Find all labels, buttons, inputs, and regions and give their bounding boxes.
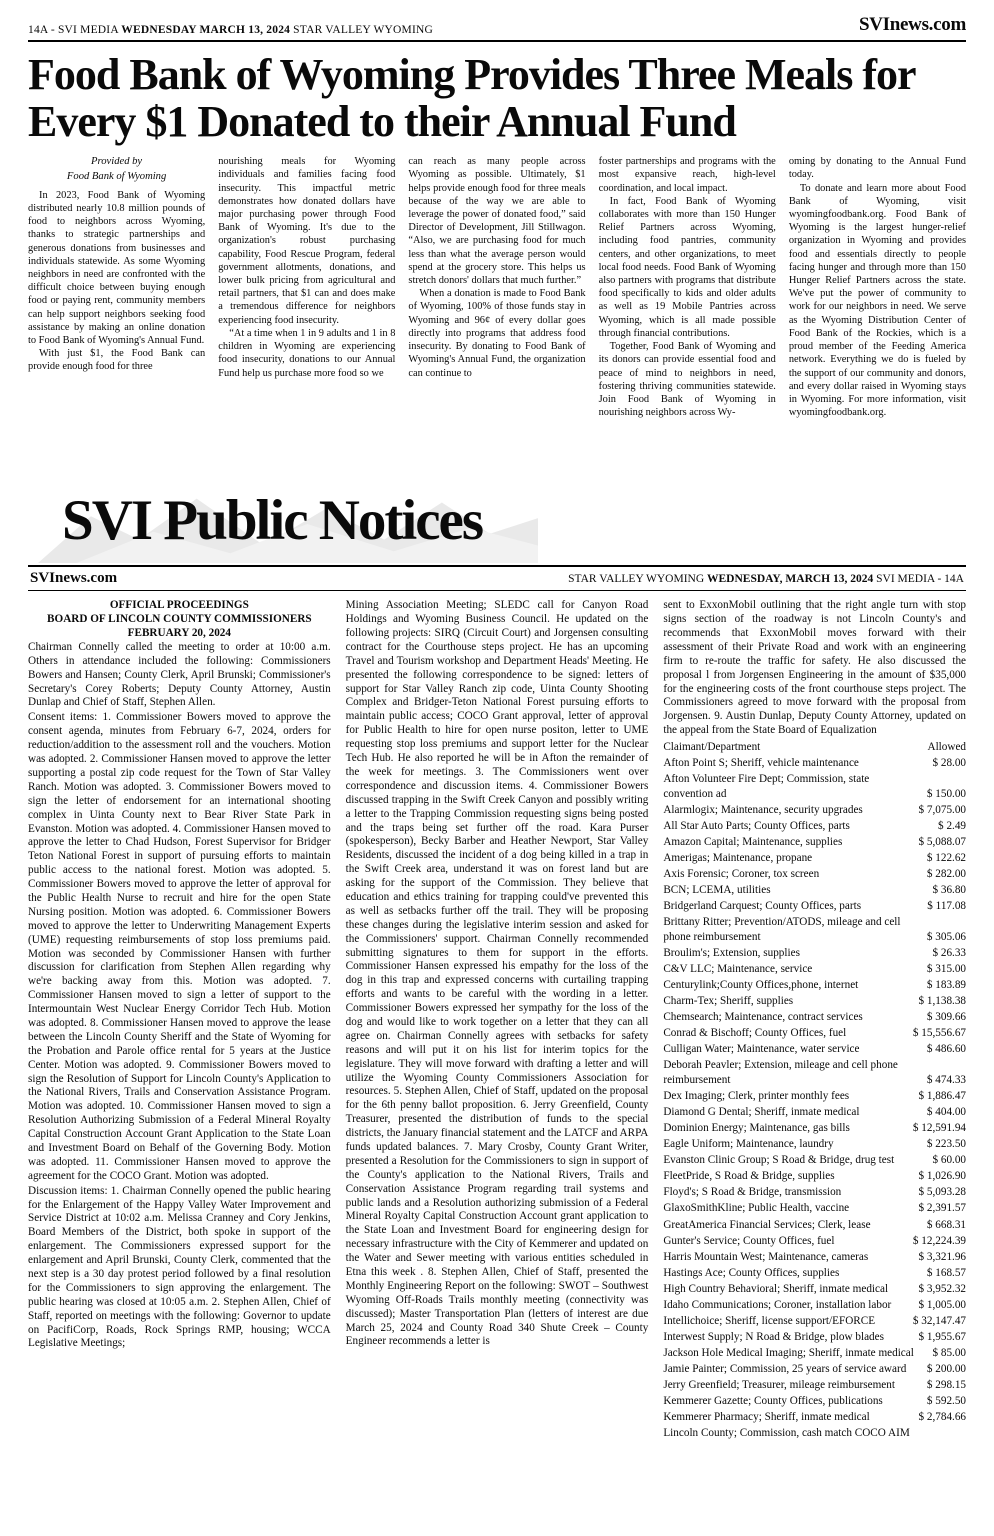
claim-row bbox=[663, 867, 966, 882]
notice-paragraph: sent to ExxonMobil outlining that the right angle turn with stop signs section of the roadway is not Lincoln County's and recommends that ExxonMobil moves forward with their assessment of their Private Road and work with an engineering firm to re-route the traffic for safety. He also discussed the proposal l from Jorgensen Engineering in the amount of $35,000 for the engineering costs of the front courthouse steps project. The Commissioners agreed to move forward with the proposal from Jorgensen. 9. Austin Dunlap, Deputy County Attorney, updated on the appeal from the State Board of Equalization bbox=[663, 599, 967, 737]
notices-heading-date: FEBRUARY 20, 2024 bbox=[127, 627, 231, 640]
claim-claimant: Afton Point S; Sheriff, vehicle maintenance bbox=[663, 757, 859, 770]
claim-amount: $ 1,005.00 bbox=[918, 1298, 967, 1311]
claim-amount: $ 1,886.47 bbox=[918, 1090, 967, 1103]
claim-claimant: Dex Imaging; Clerk, printer monthly fees bbox=[663, 1090, 850, 1103]
edition-suffix: STAR VALLEY WYOMING bbox=[290, 24, 433, 36]
article-paragraph: oming by donating to the Annual Fund today. bbox=[788, 156, 967, 181]
claim-amount: $ 1,138.38 bbox=[918, 995, 967, 1008]
claim-amount: $ 1,026.90 bbox=[918, 1170, 967, 1183]
article-paragraph: “At a time when 1 in 9 adults and 1 in 8 children in Wyoming are experiencing food insecurity, donations to our Annual Fund help us purchase more food so we bbox=[218, 327, 396, 379]
claim-amount: $ 305.06 bbox=[926, 930, 967, 943]
article-paragraph: can reach as many people across Wyoming as possible. Ultimately, $1 helps provide enough food for three meals because of the way we are able to leverage the power of donated food,” said Director of Development, Jill Stillwagon. “Also, we are purchasing food for much less than what the average person would spend at the grocery store. This helps us stretch donors' dollars that much further.” bbox=[408, 156, 586, 287]
claims-table-header bbox=[663, 740, 966, 755]
claim-amount: $ 5,088.07 bbox=[918, 836, 967, 849]
claim-claimant: Deborah Peavler; Extension, mileage and cell phone reimbursement bbox=[663, 1059, 898, 1086]
article-paragraph: foster partnerships and programs with the most expansive reach, high-level coordination, and local impact. bbox=[598, 156, 776, 194]
claim-claimant: Amerigas; Maintenance, propane bbox=[663, 852, 813, 865]
notices-header-bar bbox=[28, 565, 966, 591]
claim-claimant: Floyd's; S Road & Bridge, transmission bbox=[663, 1186, 842, 1199]
claim-row bbox=[663, 1266, 966, 1281]
claim-amount: $ 150.00 bbox=[926, 787, 967, 800]
claim-row bbox=[663, 1201, 966, 1216]
claim-row bbox=[663, 1026, 966, 1041]
claim-claimant: Kemmerer Gazette; County Offices, publications bbox=[663, 1395, 883, 1408]
site-name: SVInews.com bbox=[858, 14, 966, 35]
claim-amount: $ 60.00 bbox=[932, 1154, 967, 1167]
claim-row bbox=[663, 1042, 966, 1057]
byline bbox=[28, 155, 205, 184]
claim-claimant: Kemmerer Pharmacy; Sheriff, inmate medical bbox=[663, 1411, 870, 1424]
claim-row bbox=[663, 1169, 966, 1184]
claim-amount: $ 668.31 bbox=[926, 1218, 967, 1231]
article-headline: Food Bank of Wyoming Provides Three Meals for Every $1 Donated to their Annual Fund bbox=[28, 50, 915, 146]
public-notices-masthead bbox=[28, 481, 966, 565]
claim-row bbox=[663, 835, 966, 850]
claim-claimant: Intellichoice; Sheriff, license support/EFORCE bbox=[663, 1314, 876, 1327]
article-paragraph: nourishing meals for Wyoming individuals and families facing food insecurity. This impactful metric demonstrates how donated dollars have major purchasing power through Food Bank of Wyoming. It's due to the organization's robust purchasing capability, Food Rescue Program, federal government allotments, donations, and lower bulk pricing from agricultural and retail partners, that $1 can and does make a tremendous difference for neighbors experiencing food insecurity. bbox=[218, 156, 396, 326]
notices-column-1-text bbox=[28, 641, 331, 1351]
claim-claimant: Hastings Ace; County Offices, supplies bbox=[663, 1266, 840, 1279]
public-notices-title: SVI Public Notices bbox=[62, 489, 482, 553]
article-paragraph: To donate and learn more about Food Bank of Wyoming, visit wyomingfoodbank.org. Food Bank of Wyoming is the largest hunger-relief organization in Wyoming and provides food and essentials directly to people facing hunger and through more than 150 Hunger Relief Partners across the state. We've put the power of community to work for our neighbors in need. We serve as the Wyoming Distribution Center of Food Bank of the Rockies, which is a proud member of the Feeding America network. Everything we do is fueled by the support of our community and donors, and every dollar raised in Wyoming stays in Wyoming. For more information, visit wyomingfoodbank.org. bbox=[788, 182, 967, 419]
claim-claimant: C&V LLC; Maintenance, service bbox=[663, 963, 813, 976]
notice-paragraph: Consent items: 1. Commissioner Bowers moved to approve the consent agenda, minutes from February 6-7, 2024, orders for reduction/addition to the assessment roll and the vouchers. Motion was adopted. 2. Commissioner Hansen moved to approve the letter supporting a postal zip code request for the Town of Star Valley Ranch. Motion was adopted. 3. Commissioner Bowers moved to sign the letter of endorsement for an international shooting complex in Uinta County next to Bear River State Park in Evanston. Motion was adopted. 4. Commissioner Hansen moved to approve the letter to Chad Hudson, Forest Supervisor for Bridger Teton National Forest in support of pursuing efforts to maintain public access to the national forest. Motion was adopted. 5. Commissioner Bowers moved to approve the letter of approval for the Public Health Nurse to recruit and hire for the open State Nursing position. Motion was adopted. 6. Commissioner Bowers moved to approve the letter to Underwriting Management Experts (UME) requesting reimbursements of stop loss premiums paid. Motion was seconded by Commissioner Hansen with further discussion for clarification from Stephen Allen regarding why we're backing away from this. Motion was adopted. 7. Commissioner Hansen moved to sign a letter of support to the Intermountain West Nuclear Energy Corridor Tech Hub. Motion was adopted. 8. Commissioner Hansen moved to approve the lease between the Lincoln County Sheriff and the State of Wyoming for the Probation and Parole office rental for 5 years at the Justice Center. Motion was adopted. 9. Commissioner Bowers moved to sign the Resolution of Support for Lincoln County's Application to the National Rivers, Trails and Conservation Assistance Program. Motion was adopted. 10. Commissioner Hansen moved to sign a Resolution Authorizing Submission of a Federal Mineral Royalty Capital Construction Account Grant Application to the State Loan and Investment Board on Behalf of the Governing Body. Motion was adopted. 11. Commissioner Hansen moved to approve the agreement for the COCO Grant. Motion was adopted. bbox=[28, 711, 331, 1182]
claim-claimant: Jackson Hole Medical Imaging; Sheriff, inmate medical bbox=[663, 1347, 914, 1360]
claim-row bbox=[663, 1089, 966, 1104]
claims-header-allowed: Allowed bbox=[927, 741, 967, 754]
claim-row bbox=[663, 962, 966, 977]
byline-provided-by: Provided by bbox=[91, 156, 143, 168]
claim-amount: $ 474.33 bbox=[926, 1073, 967, 1086]
claim-amount: $ 28.00 bbox=[932, 757, 967, 770]
claim-row bbox=[663, 1394, 966, 1409]
claim-amount: $ 183.89 bbox=[926, 979, 967, 992]
notices-column-2 bbox=[346, 599, 649, 1442]
claim-claimant: Bridgerland Carquest; County Offices, parts bbox=[663, 900, 862, 913]
claim-amount: $ 3,321.96 bbox=[918, 1250, 967, 1263]
claim-amount: $ 32,147.47 bbox=[912, 1314, 967, 1327]
claim-claimant: GlaxoSmithKline; Public Health, vaccine bbox=[663, 1202, 850, 1215]
claim-amount: $ 404.00 bbox=[926, 1106, 967, 1119]
claim-row bbox=[663, 1010, 966, 1025]
claim-row bbox=[663, 1410, 966, 1425]
claim-claimant: Jamie Painter; Commission, 25 years of service award bbox=[663, 1363, 907, 1376]
claim-claimant: GreatAmerica Financial Services; Clerk, lease bbox=[663, 1218, 871, 1231]
article-body bbox=[28, 155, 966, 473]
claim-claimant: Diamond G Dental; Sheriff, inmate medical bbox=[663, 1106, 860, 1119]
claim-claimant: Brittany Ritter; Prevention/ATODS, mileage and cell phone reimbursement bbox=[663, 916, 901, 943]
edition-info bbox=[28, 24, 433, 36]
claim-claimant: Amazon Capital; Maintenance, supplies bbox=[663, 836, 843, 849]
article-paragraph: With just $1, the Food Bank can provide enough food for three bbox=[28, 348, 206, 373]
notices-column-1 bbox=[28, 599, 331, 1442]
claim-row bbox=[663, 1426, 966, 1441]
claim-claimant: Eagle Uniform; Maintenance, laundry bbox=[663, 1138, 834, 1151]
claim-amount: $ 298.15 bbox=[926, 1379, 967, 1392]
claim-amount: $ 3,952.32 bbox=[918, 1282, 967, 1295]
article-column-4 bbox=[599, 155, 776, 473]
claim-amount: $ 5,093.28 bbox=[918, 1186, 967, 1199]
article-column-1-text bbox=[28, 189, 205, 374]
claim-claimant: Broulim's; Extension, supplies bbox=[663, 946, 800, 959]
claim-amount: $ 2.49 bbox=[938, 819, 967, 832]
claim-row bbox=[663, 1282, 966, 1297]
claim-claimant: Alarmlogix; Maintenance, security upgrades bbox=[663, 803, 863, 816]
notices-body bbox=[28, 599, 966, 1442]
claim-row bbox=[663, 772, 966, 801]
edition-prefix: 14A - SVI MEDIA bbox=[28, 24, 122, 36]
claim-claimant: Interwest Supply; N Road & Bridge, plow blades bbox=[663, 1330, 884, 1343]
claim-claimant: Evanston Clinic Group; S Road & Bridge, drug test bbox=[663, 1154, 895, 1167]
claim-row bbox=[663, 819, 966, 834]
notices-edition-prefix: STAR VALLEY WYOMING bbox=[568, 572, 708, 585]
edition-date: WEDNESDAY MARCH 13, 2024 bbox=[121, 24, 291, 36]
article-column-3 bbox=[408, 155, 585, 473]
claim-amount: $ 36.80 bbox=[932, 884, 967, 897]
notices-heading-board: BOARD OF LINCOLN COUNTY COMMISSIONERS bbox=[47, 613, 312, 626]
claim-amount: $ 15,556.67 bbox=[912, 1027, 967, 1040]
claim-claimant: Charm-Tex; Sheriff, supplies bbox=[663, 995, 794, 1008]
claim-amount: $ 85.00 bbox=[932, 1347, 967, 1360]
claim-amount: $ 117.08 bbox=[927, 900, 967, 913]
article-paragraph: In 2023, Food Bank of Wyoming distributed nearly 10.8 million pounds of food to neighbors across Wyoming, thanks to strategic partnerships and generous donations from businesses and individuals statewide. As some Wyoming neighbors in need are confronted with the difficult choice between buying enough food or paying rent, community members can help support neighbors seeking food assistance by making an online donation to Food Bank of Wyoming's Annual Fund. bbox=[28, 189, 206, 347]
byline-source: Food Bank of Wyoming bbox=[66, 170, 167, 182]
article-paragraph: In fact, Food Bank of Wyoming collaborates with more than 150 Hunger Relief Partners across Wyoming, including food pantries, community centers, and other organizations, to meet local food needs. Food Bank of Wyoming also partners with programs that distribute food specifically to kids and older adults as well as 19 Mobile Pantries across Wyoming, which is all made possible through financial contributions. bbox=[598, 195, 776, 339]
claim-row bbox=[663, 756, 966, 771]
claims-rows bbox=[663, 756, 966, 1441]
claim-row bbox=[663, 978, 966, 993]
claim-amount: $ 223.50 bbox=[926, 1138, 967, 1151]
claim-amount: $ 200.00 bbox=[926, 1363, 967, 1376]
claim-claimant: Chemsearch; Maintenance, contract services bbox=[663, 1011, 863, 1024]
top-header-bar bbox=[28, 14, 966, 42]
claim-amount: $ 26.33 bbox=[932, 946, 967, 959]
claim-amount: $ 168.57 bbox=[926, 1266, 967, 1279]
claim-claimant: All Star Auto Parts; County Offices, parts bbox=[663, 819, 850, 832]
claim-claimant: Jerry Greenfield; Treasurer, mileage reimbursement bbox=[663, 1379, 895, 1392]
claim-claimant: Gunter's Service; County Offices, fuel bbox=[663, 1234, 835, 1247]
claim-row bbox=[663, 1058, 966, 1087]
claim-amount: $ 122.62 bbox=[926, 852, 967, 865]
claims-header-claimant: Claimant/Department bbox=[663, 741, 761, 754]
claim-claimant: Harris Mountain West; Maintenance, cameras bbox=[663, 1250, 869, 1263]
claim-amount: $ 1,955.67 bbox=[918, 1330, 967, 1343]
article-column-2 bbox=[218, 155, 395, 473]
claim-amount: $ 282.00 bbox=[926, 868, 967, 881]
claim-amount: $ 12,224.39 bbox=[912, 1234, 967, 1247]
article-paragraph: Together, Food Bank of Wyoming and its donors can provide essential food and peace of mind to neighbors in need, fostering thriving communities statewide. Join Food Bank of Wyoming in nourishing neighbors across Wy- bbox=[598, 341, 776, 419]
claim-row bbox=[663, 946, 966, 961]
article-column-5 bbox=[789, 155, 966, 473]
notices-column-3 bbox=[663, 599, 966, 1442]
claim-amount: $ 2,391.57 bbox=[918, 1202, 967, 1215]
claim-claimant: Conrad & Bischoff; County Offices, fuel bbox=[663, 1027, 847, 1040]
claim-row bbox=[663, 1362, 966, 1377]
claim-amount: $ 309.66 bbox=[926, 1011, 967, 1024]
claim-row bbox=[663, 899, 966, 914]
claim-claimant: Axis Forensic; Coroner, tox screen bbox=[663, 868, 820, 881]
claim-claimant: BCN; LCEMA, utilities bbox=[663, 884, 771, 897]
claim-row bbox=[663, 1250, 966, 1265]
claim-row bbox=[663, 883, 966, 898]
claim-claimant: Culligan Water; Maintenance, water service bbox=[663, 1043, 860, 1056]
claim-row bbox=[663, 851, 966, 866]
article-paragraph: When a donation is made to Food Bank of Wyoming, 100% of those funds stay in Wyoming and 96¢ of every dollar goes directly into programs that address food insecurity. By donating to Food Bank of Wyoming's Annual Fund, the organization can continue to bbox=[408, 288, 586, 379]
claim-claimant: Lincoln County; Commission, cash match COCO AIM bbox=[663, 1427, 910, 1440]
notice-paragraph: Chairman Connelly called the meeting to order at 10:00 a.m. Others in attendance included the following: Commissioners Bowers and Hansen; County Clerk, April Brunski; Commissioner's Secretary's Corey Roberts; Deputy County Attorney, Austin Dunlap and Chief of Staff, Stephen Allen. bbox=[28, 640, 331, 709]
notices-edition-info bbox=[568, 573, 964, 585]
claim-row bbox=[663, 1330, 966, 1345]
claim-claimant: Idaho Communications; Coroner, installation labor bbox=[663, 1298, 892, 1311]
notices-edition-suffix: SVI MEDIA - 14A bbox=[873, 572, 964, 585]
claim-amount: $ 2,784.66 bbox=[918, 1411, 967, 1424]
claim-claimant: Afton Volunteer Fire Dept; Commission, state convention ad bbox=[663, 773, 870, 800]
claim-row bbox=[663, 1346, 966, 1361]
claim-row bbox=[663, 1314, 966, 1329]
claim-row bbox=[663, 803, 966, 818]
notices-site-name: SVInews.com bbox=[30, 570, 118, 587]
claim-row bbox=[663, 1234, 966, 1249]
claim-row bbox=[663, 1298, 966, 1313]
claim-row bbox=[663, 1153, 966, 1168]
claim-claimant: High Country Behavioral; Sheriff, inmate medical bbox=[663, 1282, 889, 1295]
claims-table bbox=[663, 740, 966, 1441]
claim-row bbox=[663, 1137, 966, 1152]
claim-amount: $ 7,075.00 bbox=[918, 803, 967, 816]
notice-paragraph: Discussion items: 1. Chairman Connelly opened the public hearing for the Enlargement of the Happy Valley Water Improvement and Service District at 10:02 a.m. Melissa Cranney and Cory Jenkins, Board Members of the District, both spoke in support of the enlargement. The Commissioners expressed support for the enlargement and April Brunski, County Clerk, commented that the next step is a 30 day protest period followed by a final resolution for the Commissioners to sign approving the enlargement. The public hearing was closed at 10:05 a.m. 2. Stephen Allen, Chief of Staff, reported on meetings with the following: Governor to update on PacifiCorp, Roads, Rock Springs RMP, housing; WCCA Legislative Meetings; bbox=[28, 1184, 331, 1350]
claim-claimant: FleetPride, S Road & Bridge, supplies bbox=[663, 1170, 835, 1183]
claim-claimant: Centurylink;County Offices,phone, internet bbox=[663, 979, 859, 992]
claim-row bbox=[663, 1185, 966, 1200]
claim-amount: $ 12,591.94 bbox=[912, 1122, 967, 1135]
claim-amount: $ 592.50 bbox=[926, 1395, 967, 1408]
claim-row bbox=[663, 1378, 966, 1393]
notices-edition-date: WEDNESDAY, MARCH 13, 2024 bbox=[707, 572, 874, 585]
claim-amount: $ 486.60 bbox=[926, 1043, 967, 1056]
claim-row bbox=[663, 994, 966, 1009]
claim-row bbox=[663, 915, 966, 944]
article-column-1 bbox=[28, 155, 205, 473]
notice-paragraph: Mining Association Meeting; SLEDC call for Canyon Road Holdings and Wyoming Business Council. He updated on the following projects: SIRQ (Circuit Court) and Jorgensen consulting contract for the Courthouse steps project. He has an upcoming Travel and Tourism workshop and Department Heads' Meeting. He presented the following correspondence to be signed: letters of support for Star Valley Ranch zip code, Uinta County Shooting Complex and Bridger-Teton National Forest pursuing efforts to maintain public access; COCO Grant approval, letter of approval for Public Health to hire for open nurse positon, letter to UME requesting stop loss premiums and support letter for the Nuclear Tech Hub. He also reported he will be in Afton the remainder of the week for meetings. 3. The Commissioners went over correspondence and discussion items. 4. Commissioner Bowers discussed trapping in the Swift Creek Canyon and possibly writing a letter to the Trapping Commission requesting signs being posted and the traps being set further off the road. Kara Purser (spokesperson), Becky Barber and Heather Newport, Star Valley Residents, discussed the incident of a dog being killed in a trap in the Swift Creek area, understand it was on forest land but are asking for the support of the Commission. They believe that education and ethics training for trapping could've prevented this as well as setbacks further off the trail. They will be proposing these changes during the legislative interim session and asked for the Commissioners' support. Chairman Connelly recommended submitting signatures to them for support in the efforts. Commissioner Hansen expressed his empathy for the loss of the dog in this trap and expressed concerns with curtailing trapping efforts and wants to be careful with the wording in a letter. Commissioner Bowers expressed her sympathy for the loss of the dog and would like to work together on a letter that they can all agree on. Chairman Connelly agrees with setbacks for safety reasons and will put it on his list for interim topics for the legislature. They will move forward with drafting a letter and will utilize the Wyoming County Commissioners Association for resources. 5. Stephen Allen, Chief of Staff, updated on the proposal for the 6th penny ballot proposition. 6. Jerry Greenfield, County Treasurer, presented the distribution of funds to the special districts, the January financial statement and the LATCF and ARPA funds updated balances. 7. Mary Crosby, County Grant Writer, presented a Resolution for the Commissioners to sign in support of the County's application to the National Rivers, Trails and Conservation Assistance Program regarding trail systems and public lands and a Resolution authorizing submission of a Federal Mineral Royalty Capital Construction Account grant application to the State Loan and Investment Board for engineering design for necessary infrastructure with the City of Kemmerer and updated on the Water and Sewer meeting with various entities scheduled in Etna this week . 8. Stephen Allen, Chief of Staff, presented the Monthly Engineering Report on the following: SWOT – Southwest Wyoming Off-Roads Trails monthly meeting (connectivity was discussed); Master Transportation Plan (letters of interest are due March 25, 2024 and County Road 340 Shute Creek – County Engineer recommends a letter is bbox=[345, 599, 649, 1348]
notices-heading-official-proceedings: OFFICIAL PROCEEDINGS bbox=[109, 599, 249, 612]
claim-claimant: Dominion Energy; Maintenance, gas bills bbox=[663, 1122, 850, 1135]
claim-row bbox=[663, 1218, 966, 1233]
claim-amount: $ 315.00 bbox=[926, 963, 967, 976]
claim-row bbox=[663, 1121, 966, 1136]
claim-row bbox=[663, 1105, 966, 1120]
